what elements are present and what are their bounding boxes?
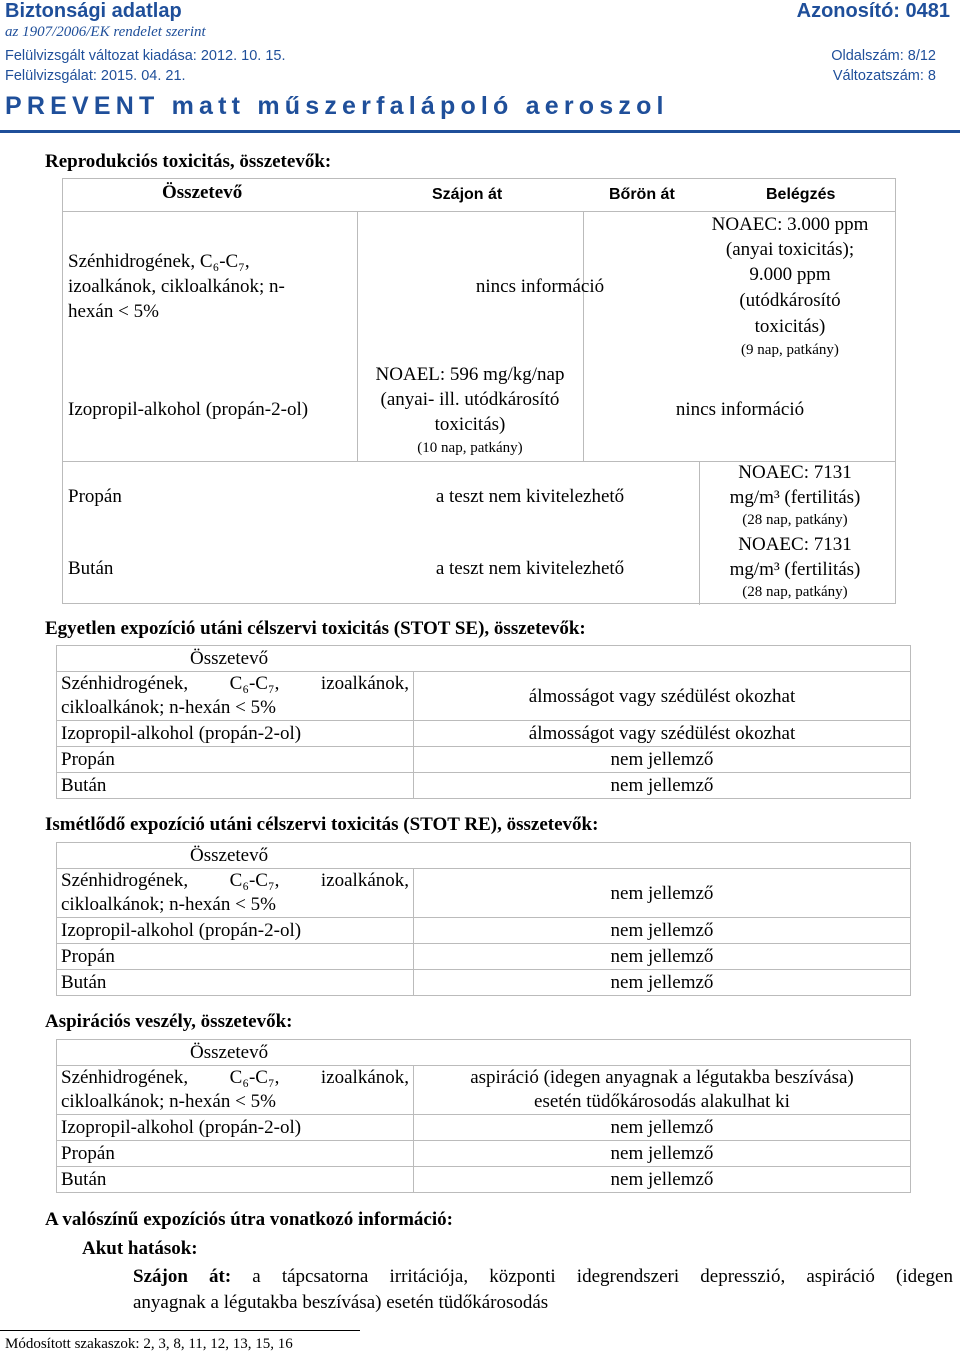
repro-row1-inhal-4: (utódkárosító	[739, 290, 841, 311]
repro-row1-name-2: izoalkánok, cikloalkánok; n-	[68, 276, 285, 297]
stot-se-col-component: Összetevő	[57, 646, 911, 672]
aspiration-row2-name: Izopropil-alkohol (propán-2-ol)	[57, 1115, 414, 1141]
repro-row4-inhal-2: mg/m³ (fertilitás)	[729, 559, 861, 580]
table-row	[57, 970, 911, 996]
stot-se-row1-value: álmosságot vagy szédülést okozhat	[414, 672, 911, 721]
table-row	[57, 1066, 911, 1115]
aspiration-row1-name-1: Szénhidrogének, C₆-C₇, izoalkánok,	[61, 1067, 409, 1088]
aspiration-row1-value-1: aspiráció (idegen anyagnak a légutakba beszívása)	[470, 1067, 854, 1088]
repro-row3-inhal-2: mg/m³ (fertilitás)	[729, 487, 861, 508]
repro-row2-oral-2: (anyai- ill. utódkárosító	[380, 389, 560, 410]
table-row	[57, 1141, 911, 1167]
page-number: Oldalszám: 8/12	[831, 48, 936, 64]
stot-re-row4-name: Bután	[57, 970, 414, 996]
repro-row3-name: Propán	[68, 486, 122, 507]
stot-re-row2-name: Izopropil-alkohol (propán-2-ol)	[57, 918, 414, 944]
repro-col-dermal: Bőrön át	[609, 186, 675, 203]
repro-row1-name-3: hexán < 5%	[68, 301, 159, 322]
stot-re-row4-value: nem jellemző	[414, 970, 911, 996]
aspiration-col-component: Összetevő	[57, 1040, 911, 1066]
footer-rule	[0, 1330, 360, 1331]
table-row	[57, 1115, 911, 1141]
document-identifier: Azonosító: 0481	[796, 0, 950, 22]
aspiration-row3-value: nem jellemző	[414, 1141, 911, 1167]
oral-exposure-paragraph	[133, 1264, 953, 1316]
stot-re-row3-name: Propán	[57, 944, 414, 970]
stot-re-row1-name-2: cikloalkánok; n-hexán < 5%	[61, 894, 276, 915]
repro-row1-inhal-note: (9 nap, patkány)	[741, 342, 839, 358]
repro-row2-oral-note: (10 nap, patkány)	[417, 440, 523, 456]
stot-se-row2-value: álmosságot vagy szédülést okozhat	[414, 721, 911, 747]
table-row	[57, 773, 911, 799]
oral-label: Szájon át:	[133, 1266, 232, 1287]
table-row	[57, 869, 911, 918]
table-row	[57, 918, 911, 944]
review-date: Felülvizsgálat: 2015. 04. 21.	[5, 68, 186, 84]
repro-row3-inhal-1: NOAEC: 7131	[738, 462, 852, 483]
revision-issue: Felülvizsgált változat kiadása: 2012. 10. 15.	[5, 48, 286, 64]
repro-row3-inhal-note: (28 nap, patkány)	[742, 512, 848, 528]
repro-row2-oral-3: toxicitás)	[434, 414, 506, 435]
table-row	[57, 944, 911, 970]
stot-se-row1-name-1: Szénhidrogének, C₆-C₇, izoalkánok,	[61, 673, 409, 694]
repro-row1-inhal-3: 9.000 ppm	[749, 264, 831, 285]
stot-se-table	[56, 645, 911, 799]
repro-row4-name: Bután	[68, 558, 114, 579]
oral-text-2: anyagnak a légutakba beszívása) esetén tüdőkárosodás	[133, 1292, 549, 1313]
exposure-heading: A valószínű expozíciós útra vonatkozó információ:	[45, 1209, 453, 1230]
aspiration-row1-value-2: esetén tüdőkárosodás alakulhat ki	[534, 1091, 790, 1112]
stot-se-row3-value: nem jellemző	[414, 747, 911, 773]
stot-re-row1-name-1: Szénhidrogének, C₆-C₇, izoalkánok,	[61, 870, 409, 891]
aspiration-heading: Aspirációs veszély, összetevők:	[45, 1011, 293, 1032]
stot-re-row1-value: nem jellemző	[414, 869, 911, 918]
stot-se-row1-name-2: cikloalkánok; n-hexán < 5%	[61, 697, 276, 718]
stot-re-table	[56, 842, 911, 996]
aspiration-table	[56, 1039, 911, 1193]
repro-row2-rest: nincs információ	[675, 399, 805, 420]
acute-effects-label: Akut hatások:	[82, 1238, 198, 1259]
repro-col-oral: Szájon át	[432, 186, 503, 203]
aspiration-row4-value: nem jellemző	[414, 1167, 911, 1193]
repro-row3-value: a teszt nem kivitelezhető	[435, 486, 625, 507]
oral-text-1: a tápcsatorna irritációja, központi idegrendszeri depresszió, aspiráció (idegen	[252, 1266, 953, 1287]
repro-row2-name: Izopropil-alkohol (propán-2-ol)	[68, 399, 309, 420]
stot-se-row2-name: Izopropil-alkohol (propán-2-ol)	[57, 721, 414, 747]
stot-se-row4-name: Bután	[57, 773, 414, 799]
aspiration-row2-value: nem jellemző	[414, 1115, 911, 1141]
document-title: Biztonsági adatlap	[5, 0, 182, 22]
aspiration-row3-name: Propán	[57, 1141, 414, 1167]
version-number: Változatszám: 8	[832, 68, 936, 84]
repro-row1-inhal-5: toxicitás)	[754, 316, 826, 337]
repro-row4-inhal-note: (28 nap, patkány)	[742, 584, 848, 600]
stot-se-row3-name: Propán	[57, 747, 414, 773]
repro-col-inhalation: Belégzés	[766, 186, 836, 203]
table-row	[57, 721, 911, 747]
repro-row1-oral-dermal: nincs információ	[475, 276, 605, 297]
repro-row4-value: a teszt nem kivitelezhető	[435, 558, 625, 579]
repro-row2-oral-1: NOAEL: 596 mg/kg/nap	[375, 364, 565, 385]
table-row	[57, 1167, 911, 1193]
repro-row4-inhal-1: NOAEC: 7131	[738, 534, 852, 555]
repro-col-component: Összetevő	[162, 182, 243, 203]
modified-sections: Módosított szakaszok: 2, 3, 8, 11, 12, 13, 15, 16	[5, 1336, 293, 1352]
stot-se-row4-value: nem jellemző	[414, 773, 911, 799]
table-row	[57, 747, 911, 773]
stot-re-heading: Ismétlődő expozíció utáni célszervi toxicitás (STOT RE), összetevők:	[45, 814, 599, 835]
repro-row1-name-1: Szénhidrogének, C₆-C₇,	[68, 251, 250, 272]
repro-row1-inhal-1: NOAEC: 3.000 ppm	[711, 214, 869, 235]
repro-row1-inhal-2: (anyai toxicitás);	[725, 239, 855, 260]
repro-heading: Reprodukciós toxicitás, összetevők:	[45, 151, 332, 172]
table-row	[57, 672, 911, 721]
header-rule	[0, 130, 960, 133]
stot-re-row2-value: nem jellemző	[414, 918, 911, 944]
aspiration-row4-name: Bután	[57, 1167, 414, 1193]
product-name: PREVENT matt műszerfalápoló aeroszol	[5, 92, 669, 120]
aspiration-row1-name-2: cikloalkánok; n-hexán < 5%	[61, 1091, 276, 1112]
stot-se-heading: Egyetlen expozíció utáni célszervi toxicitás (STOT SE), összetevők:	[45, 618, 586, 639]
stot-re-col-component: Összetevő	[57, 843, 911, 869]
regulation-note: az 1907/2006/EK rendelet szerint	[5, 24, 206, 40]
stot-re-row3-value: nem jellemző	[414, 944, 911, 970]
